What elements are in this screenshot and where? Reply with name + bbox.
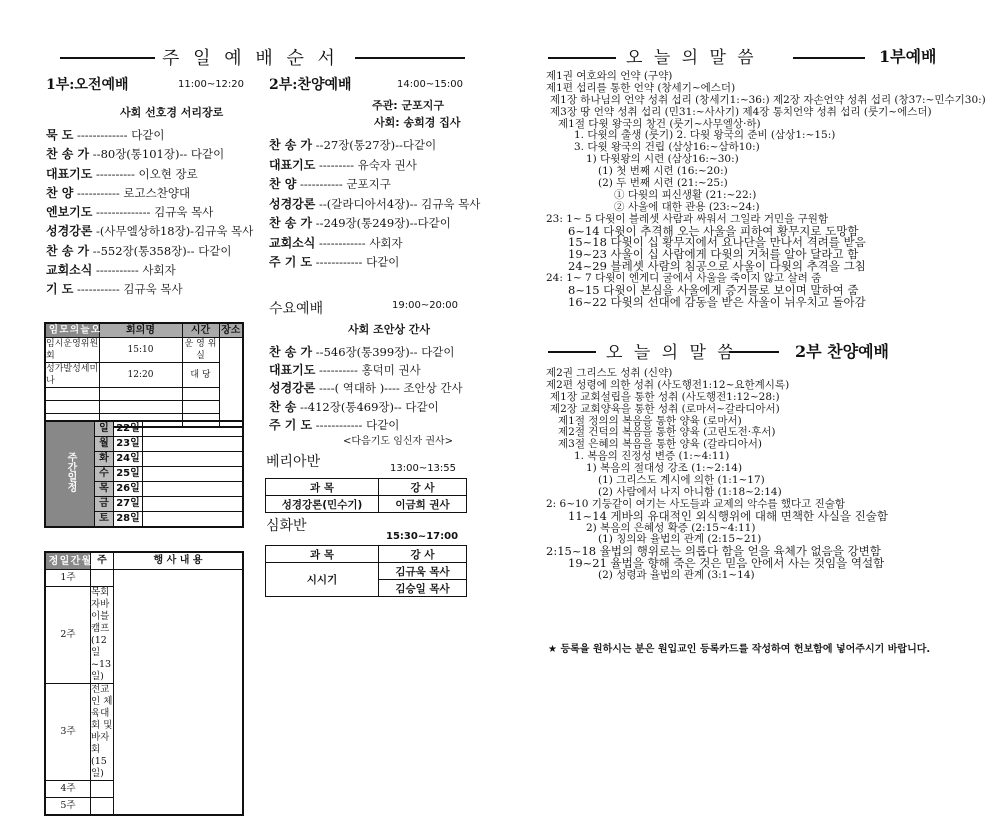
meeting-name: 임시운영위원회 (46, 339, 99, 361)
simhwa-teacher-1: 김규욱 목사 (379, 563, 467, 580)
monthly-event (91, 798, 114, 816)
order-row (269, 253, 479, 273)
simhwa-title: 심화반 (266, 518, 307, 534)
order-value: ------------ 사회자 (319, 235, 403, 250)
weekly-side-label (45, 421, 95, 527)
service3-title: 수요예배 (269, 301, 324, 317)
service2-order (269, 136, 479, 273)
sermon-line: 제3장 땅 언약 성취 섭리 (민31:~사사기) 제4장 통치언약 성취 섭리 (룻기~에스더) (550, 105, 932, 118)
sermon-line: 1. 다윗의 출생 (룻기) 2. 다윗 왕국의 준비 (삼상1:~15:) (574, 129, 836, 142)
meetings-side-label (45, 323, 99, 338)
right-heading2-line-l (548, 351, 596, 353)
order-row (269, 195, 479, 215)
weekday: 일 (95, 421, 114, 437)
service3-order (269, 343, 479, 434)
order-label: 교회소식 (269, 235, 316, 250)
order-value: -------------- 김규욱 목사 (96, 205, 214, 220)
weekday: 목 (95, 482, 114, 497)
meetings-col-time: 시간 (182, 323, 219, 338)
meeting-row (45, 388, 243, 401)
right-heading1: 오 늘 의 말 씀 (626, 48, 757, 68)
monthly-row (45, 798, 243, 816)
order-value: --546장(통399장)-- 다같이 (315, 345, 455, 359)
sermon-line: ① 다윗의 피신생활 (21:~22:) (614, 188, 757, 201)
order-label: 대표기도 (269, 157, 316, 172)
weekday-event (143, 421, 244, 437)
order-label: 묵 도 (46, 128, 74, 142)
sermon-line: 8~15 다윗이 본심을 사울에게 증거물로 보이며 말하여 줌 (568, 283, 859, 298)
order-value: ------------ 다같이 (315, 255, 400, 269)
order-row (46, 203, 251, 222)
order-value: ----------- 로고스찬양대 (77, 185, 191, 200)
weekday-event (143, 512, 244, 528)
service2-time: 14:00~15:00 (397, 79, 464, 90)
order-label: 찬 송 가 (46, 243, 90, 258)
monthly-event (91, 570, 114, 587)
sermon-line: (1) 칭의와 율법의 관계 (2:15~21) (598, 533, 762, 546)
order-value: --412장(통469장)-- 다같이 (300, 399, 439, 414)
left-heading: 주 일 예 배 순 서 (162, 48, 339, 69)
service1-order (46, 126, 254, 300)
simhwa-col-teacher: 강 사 (379, 546, 467, 563)
simhwa-teacher-2: 김승일 목사 (379, 580, 467, 597)
sermon-line: (2) 두 번째 시련 (21:~25:) (598, 177, 728, 190)
weekday-date: 23일 (114, 437, 143, 452)
meetings-side-text: 오늘의모임 (46, 324, 100, 334)
monthly-side-label (45, 552, 91, 570)
weekday-event (143, 467, 244, 482)
weekday-event (143, 497, 244, 512)
sermon-line: 제2권 그리스도 성취 (신약) (546, 367, 673, 379)
order-row (269, 398, 479, 416)
weekday-event (143, 482, 244, 497)
order-value: ------------ 다같이 (315, 417, 400, 432)
order-label: 주 기 도 (269, 417, 313, 432)
monthly-row (45, 684, 243, 781)
order-label: 성경강론 (269, 196, 316, 211)
weekly-row (45, 421, 243, 437)
left-heading-line-r (355, 57, 465, 59)
meetings-col-name: 회의명 (99, 323, 182, 338)
order-label: 성경강론 (269, 381, 316, 396)
monthly-row (45, 570, 243, 587)
monthly-col-event: 행 사 내 용 (114, 552, 244, 570)
order-row (46, 184, 251, 203)
order-row (269, 379, 479, 397)
order-label: 대표기도 (46, 166, 93, 181)
sermon-line: 6~14 다윗이 추격해 오는 사울을 피하여 황무지로 도망함 (568, 223, 859, 238)
order-label: 찬 양 (46, 185, 74, 200)
weekday: 화 (95, 452, 114, 467)
order-value: --27장(통27장)--다같이 (315, 138, 437, 152)
weekday: 월 (95, 437, 114, 452)
monthly-week: 3주 (45, 684, 91, 781)
sermon-line: 2:15~18 율법의 행위로는 의롭다 함을 얻을 육체가 없음을 강변함 (546, 544, 881, 559)
order-value: --80장(통101장)-- 다같이 (92, 147, 225, 162)
service3-note: <다음기도 임신자 권사> (343, 436, 454, 447)
left-heading-line-l (60, 57, 155, 59)
weekday: 토 (95, 512, 114, 528)
order-row (46, 165, 251, 184)
weekly-side-text: 주간일정 (65, 452, 76, 492)
sermon-line: 제2절 건덕의 복음을 통한 양육 (고린도전·후서) (558, 426, 776, 439)
meeting-place: 운 영 위 실 (182, 338, 219, 363)
service1-host: 사회 선호경 서리장로 (120, 106, 224, 119)
sermon-line: (2) 사람에서 나지 아니함 (1:18~2:14) (598, 485, 782, 498)
order-value: -(사무엘상하18장)-김규욱 목사 (96, 224, 254, 239)
monthly-week: 2주 (45, 587, 91, 684)
service2-title: 2부:찬양예배 (269, 77, 352, 93)
order-row (46, 222, 254, 241)
order-row (46, 280, 251, 299)
sermon-line: 2: 6~10 기둥같이 여기는 사도들과 교제의 악수를 했다고 진술함 (546, 497, 846, 510)
order-label: 찬 송 가 (269, 216, 313, 230)
monthly-week: 4주 (45, 781, 91, 798)
sermon-line: 15~18 다윗이 십 황무지에서 요나단을 만나서 격려를 받음 (568, 235, 866, 250)
meetings-table (44, 322, 244, 428)
order-value: ----------- 사회자 (96, 263, 176, 278)
sermon1-text (546, 71, 986, 309)
order-value: ------------- 다같이 (77, 128, 165, 142)
monthly-side-text: 월간일정 (46, 554, 90, 565)
weekday-date: 27일 (114, 497, 143, 512)
order-value: --249장(통249장)--다같이 (315, 216, 451, 230)
meeting-place (182, 401, 219, 414)
order-row (46, 126, 251, 145)
service2-host: 사회: 송희경 집사 (374, 116, 461, 129)
sermon-line: (2) 성령과 율법의 관계 (3:1~14) (598, 569, 755, 582)
order-row (269, 156, 479, 176)
meeting-place (182, 388, 219, 401)
simhwa-table (265, 545, 467, 597)
service3-host: 사회 조안상 간사 (348, 323, 431, 336)
sermon-line: 1. 복음의 진정성 변증 (1:~4:11) (574, 450, 730, 463)
order-label: 엔보기도 (46, 205, 93, 220)
sermon-line: (1) 그리스도 계시에 의한 (1:1~17) (598, 474, 765, 487)
service3-time: 19:00~20:00 (392, 300, 459, 311)
sermon-line: 16~22 다윗의 선대에 감동을 받은 사울이 뉘우치고 돌아감 (568, 294, 866, 309)
right-heading2-tag: 2부 찬양예배 (795, 342, 889, 361)
order-label: 찬 송 가 (46, 147, 90, 162)
order-row (46, 145, 251, 164)
order-label: 교회소식 (46, 263, 93, 278)
service1-title: 1부:오전예배 (46, 77, 129, 93)
sermon-line: 23: 1~ 5 다윗이 블레셋 사람과 싸워서 그일라 거민을 구원함 (546, 212, 829, 225)
weekday-event (143, 437, 244, 452)
sermon-line: 제1장 교회설립을 통한 성취 (사도행전1:12~28:) (550, 390, 780, 403)
bereans-col-subject: 과 목 (266, 479, 379, 496)
order-row (269, 343, 479, 361)
simhwa-col-subject: 과 목 (266, 546, 379, 563)
meeting-row (45, 363, 243, 388)
monthly-event (91, 781, 114, 798)
meeting-time (99, 388, 182, 401)
sermon-line: 제1권 여호와의 언약 (구약) (546, 70, 673, 82)
sermon-line: 제1편 섭리를 통한 언약 (창세기~에스더) (546, 81, 736, 94)
simhwa-subject: 시시기 (266, 563, 379, 597)
meetings-col-place: 장소 (219, 323, 243, 338)
monthly-row (45, 587, 243, 684)
bereans-col-teacher: 강 사 (379, 479, 467, 496)
bereans-table (265, 478, 467, 513)
weekday: 수 (95, 467, 114, 482)
sermon-line: 1) 복음의 절대성 강조 (1:~2:14) (586, 462, 743, 475)
order-label: 찬 송 가 (269, 345, 313, 359)
order-label: 찬 양 (269, 177, 297, 191)
order-row (46, 261, 251, 280)
meeting-place: 대 당 (182, 363, 219, 388)
order-value: ----------- 김규욱 목사 (77, 282, 183, 297)
sermon-line: 19~23 사울이 십 사람에게 다윗의 거처를 알아 달라고 함 (568, 247, 859, 262)
right-heading1-line-l (548, 57, 616, 59)
service1-time: 11:00~12:20 (178, 79, 245, 90)
sermon-line: 제3절 은혜의 복음을 통한 양육 (갈라디아서) (558, 438, 762, 451)
monthly-table (44, 551, 244, 816)
right-heading2-line-r (729, 351, 779, 353)
meeting-row (45, 338, 243, 363)
sermon-line: 제2장 교회양육을 통한 성취 (로마서~갈라디아서) (550, 402, 780, 415)
order-value: --(갈라디아서4장)-- 김규욱 목사 (319, 196, 481, 211)
weekday: 금 (95, 497, 114, 512)
meeting-time (99, 401, 182, 414)
meeting-time: 12:20 (99, 363, 182, 388)
monthly-week: 1주 (45, 570, 91, 587)
bereans-subject: 성경강론(민수기) (266, 496, 379, 513)
sermon-line: 제1장 하나님의 언약 성취 섭리 (창세기1:~36:) 제2장 자손언약 성취 섭리 (창37:~민수기30:) (550, 93, 986, 106)
weekday-date: 24일 (114, 452, 143, 467)
order-row (269, 361, 479, 379)
order-row (269, 214, 479, 234)
right-heading2: 오 늘 의 말 씀 (606, 343, 737, 363)
weekday-date: 22일 (114, 421, 143, 437)
order-label: 주 기 도 (269, 255, 313, 269)
monthly-event: 목회자바이블캠프(12일~13일) (91, 587, 114, 684)
meeting-time: 15:10 (99, 338, 182, 363)
sermon-line: 2) 복음의 은혜성 확증 (2:15~4:11) (586, 521, 756, 534)
order-value: ---------- 홍덕미 권사 (319, 363, 421, 378)
right-heading1-line-r (793, 57, 865, 59)
order-value: ----( 역대하 )---- 조안상 간사 (319, 381, 463, 396)
meeting-name (45, 388, 99, 401)
order-label: 성경강론 (46, 224, 93, 239)
bereans-title: 베리아반 (266, 454, 321, 470)
meeting-name (45, 401, 99, 414)
order-row (46, 242, 251, 261)
sermon-line: 19~21 율법을 향해 죽은 것은 믿음 안에서 사는 것임을 역설함 (568, 556, 885, 571)
sermon-line: 제2편 성령에 의한 성취 (사도행전1:12~요한계시록) (546, 378, 790, 391)
weekday-event (143, 452, 244, 467)
order-label: 기 도 (46, 282, 74, 297)
monthly-row (45, 781, 243, 798)
monthly-col-week: 주 (91, 552, 114, 570)
order-value: ----------- 군포지구 (300, 177, 391, 191)
monthly-event: 전교인 체육대회 및 바자회(15일) (91, 684, 113, 779)
weekday-date: 25일 (114, 467, 143, 482)
registration-notice: ★ 등록을 원하시는 분은 원입교인 등록카드를 작성하여 헌보함에 넣어주시기 바랍니다. (548, 644, 931, 655)
sermon-line: 제1절 정의의 복음을 통한 양육 (로마서) (558, 414, 742, 427)
simhwa-time: 15:30~17:00 (386, 531, 459, 542)
meeting-row (45, 401, 243, 414)
order-value: --552장(통358장)-- 다같이 (92, 243, 232, 258)
order-value: --------- 유숙자 권사 (319, 157, 417, 172)
order-label: 찬 송 (269, 399, 297, 414)
weekly-table (44, 420, 244, 528)
right-heading1-tag: 1부예배 (879, 47, 937, 66)
service2-lead: 주관: 군포지구 (372, 99, 444, 112)
bereans-time: 13:00~13:55 (390, 463, 457, 474)
bereans-teacher: 이금희 권사 (379, 496, 467, 513)
monthly-week: 5주 (45, 798, 91, 816)
order-row (269, 136, 479, 156)
sermon-line: 24: 1~ 7 다윗이 엔게디 굴에서 사울을 죽이지 않고 살려 줌 (546, 272, 822, 285)
sermon-line: 제1절 다윗 왕국의 창건 (룻기~사무엘상·하) (558, 117, 761, 130)
order-label: 찬 송 가 (269, 138, 313, 152)
weekday-date: 28일 (114, 512, 143, 528)
sermon-line: 11~14 게바의 유대적인 외식행위에 대해 면책한 사실을 진술함 (568, 508, 888, 523)
meeting-name: 성가발성세미나 (46, 364, 99, 386)
weekday-date: 26일 (114, 482, 143, 497)
sermon-line: 3. 다윗 왕국의 건립 (삼상16:~삼하10:) (574, 141, 760, 154)
order-label: 대표기도 (269, 363, 316, 378)
order-row (269, 234, 479, 254)
sermon-line: 1) 다윗왕의 시련 (삼상16:~30:) (586, 153, 739, 166)
sermon-line: ② 사울에 대한 관용 (23:~24:) (614, 200, 760, 213)
sermon-line: 24~29 블레셋 사람의 침공으로 사울이 다윗의 추격을 그침 (568, 259, 866, 274)
order-value: ---------- 이오현 장로 (96, 166, 198, 181)
order-row (269, 175, 479, 195)
sermon-line: (1) 첫 번째 시련 (16:~20:) (598, 165, 728, 178)
sermon2-text (546, 368, 888, 582)
